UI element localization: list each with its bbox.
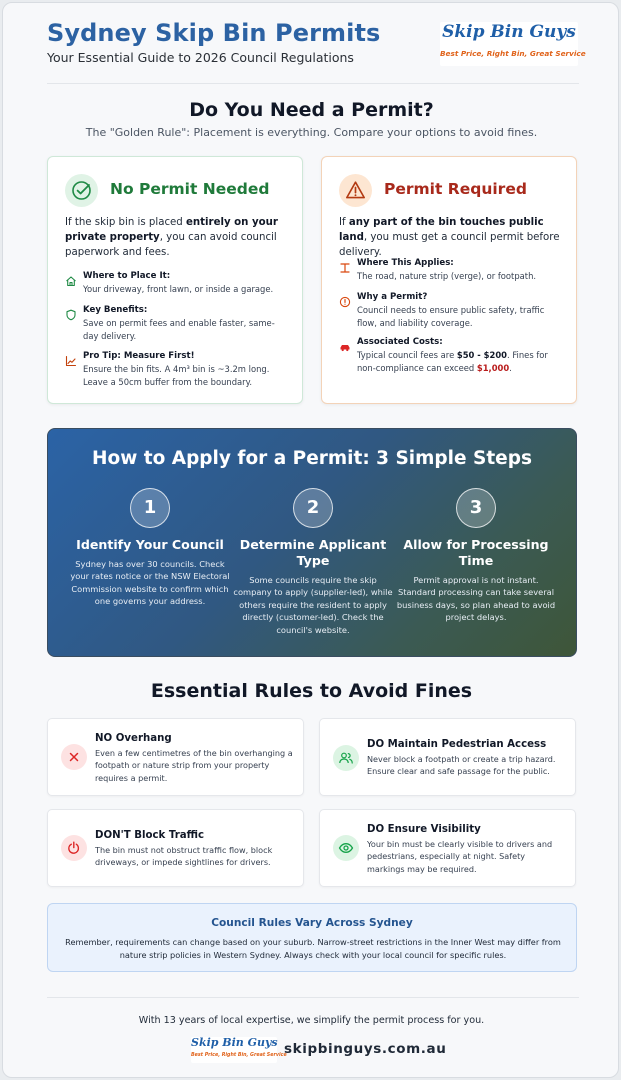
- rule-card: [47, 718, 304, 796]
- permit-required-card: [321, 156, 577, 404]
- rule-desc: Your bin must be clearly visible to drivers and pedestrians, especially at night. Safety markings may be required.: [367, 839, 553, 874]
- steps-panel: [47, 428, 577, 657]
- warning-triangle-icon: [339, 174, 372, 207]
- check-circle-icon: [65, 174, 98, 207]
- cost-text: . Fines for non-compliance can exceed: [357, 350, 548, 373]
- item-desc: Save on permit fees and enable faster, same-day delivery.: [83, 318, 275, 341]
- trend-chart-icon: [65, 352, 77, 364]
- council-rules-callout: [47, 903, 577, 972]
- logo-name: Skip Bin Guys: [442, 22, 576, 42]
- footer-logo[interactable]: [191, 1036, 287, 1063]
- road-icon: [339, 259, 351, 271]
- item-title: Pro Tip: Measure First!: [83, 351, 195, 361]
- intro-text: , you can avoid council paperwork and fees.: [65, 232, 277, 258]
- permit-section-title: Do You Need a Permit?: [189, 99, 434, 121]
- eye-icon: [333, 835, 359, 861]
- power-icon: [61, 835, 87, 861]
- step-title: Determine Applicant Type: [239, 537, 387, 568]
- home-icon: [65, 272, 77, 284]
- item-desc: The road, nature strip (verge), or footpath.: [357, 271, 537, 281]
- intro-bold: any part of the bin touches public land: [339, 217, 544, 243]
- rule-card: [319, 809, 576, 887]
- x-circle-icon: [61, 744, 87, 770]
- callout-title: Council Rules Vary Across Sydney: [211, 917, 413, 929]
- divider: [47, 997, 579, 998]
- permit-required-intro: [339, 215, 564, 260]
- cost-text: Typical council fees are: [357, 350, 457, 360]
- logo-tagline: Best Price, Right Bin, Great Service: [440, 49, 586, 58]
- step-number: 2: [293, 488, 333, 528]
- rule-title: DO Ensure Visibility: [367, 824, 481, 835]
- header: [3, 3, 618, 83]
- no-permit-intro: [65, 215, 290, 260]
- rule-card: [319, 718, 576, 796]
- rule-title: NO Overhang: [95, 733, 172, 744]
- intro-text: If: [339, 217, 349, 228]
- step-title: Allow for Processing Time: [403, 537, 549, 568]
- step-title: Identify Your Council: [76, 537, 224, 552]
- item-desc: Your driveway, front lawn, or inside a garage.: [83, 284, 274, 294]
- no-permit-card: [47, 156, 303, 404]
- permit-required-title: Permit Required: [384, 180, 527, 198]
- page-subtitle: Your Essential Guide to 2026 Council Regulations: [47, 50, 354, 65]
- fine-amount: $1,000: [476, 362, 510, 373]
- rule-title: DON'T Block Traffic: [95, 830, 205, 841]
- intro-text: If the skip bin is placed: [65, 217, 187, 228]
- website-link[interactable]: skipbinguys.com.au: [284, 1041, 447, 1057]
- item-desc: Ensure the bin fits. A 4m³ bin is ~3.2m long. Leave a 50cm buffer from the boundary.: [83, 364, 270, 387]
- item-title: Where This Applies:: [357, 258, 454, 268]
- step-desc: Sydney has over 30 councils. Check your rates notice or the NSW Electoral Commission website to confirm which one governs your address.: [70, 559, 230, 607]
- shield-icon: [65, 306, 77, 318]
- intro-text: , you must get a council permit before delivery.: [339, 232, 560, 258]
- step-desc: Permit approval is not instant. Standard processing can take several business days, so plan ahead to avoid project delays.: [396, 575, 556, 623]
- rule-title: DO Maintain Pedestrian Access: [367, 739, 547, 750]
- no-permit-title: No Permit Needed: [110, 180, 270, 198]
- rules-section-title: Essential Rules to Avoid Fines: [150, 680, 473, 702]
- item-desc: [357, 349, 557, 374]
- rule-desc: Never block a footpath or create a trip hazard. Ensure clear and safe passage for the public.: [367, 754, 556, 777]
- company-logo[interactable]: [440, 22, 586, 66]
- fee-range: $50 - $200: [456, 350, 507, 360]
- rule-card: [47, 809, 304, 887]
- item-title: Why a Permit?: [357, 292, 428, 302]
- logo-tagline: Best Price, Right Bin, Great Service: [191, 1053, 287, 1058]
- logo-name: Skip Bin Guys: [191, 1036, 278, 1049]
- rule-desc: Even a few centimetres of the bin overhanging a footpath or nature strip from your property requires a permit.: [95, 748, 293, 783]
- item-title: Associated Costs:: [357, 337, 443, 347]
- car-icon: [339, 338, 351, 350]
- item-title: Where to Place It:: [83, 271, 171, 281]
- info-circle-icon: [339, 293, 351, 305]
- page-title: Sydney Skip Bin Permits: [47, 19, 381, 47]
- step-desc: Some councils require the skip company to apply (supplier-led), while others require the resident to apply directly (customer-led). Check the council's website.: [233, 575, 393, 635]
- steps-title: How to Apply for a Permit: 3 Simple Steps: [92, 448, 532, 469]
- permit-section-subtitle: The "Golden Rule": Placement is everything. Compare your options to avoid fines.: [85, 126, 538, 139]
- cost-text: .: [509, 362, 512, 373]
- divider: [47, 83, 579, 84]
- infographic-page: [2, 2, 619, 1078]
- rule-desc: The bin must not obstruct traffic flow, block driveways, or impede sightlines for drivers.: [95, 845, 273, 868]
- callout-text: Remember, requirements can change based on your suburb. Narrow-street restrictions in the Inner West may differ from nature strip policies in Western Sydney. Always check with your local council for specific rules.: [65, 937, 561, 960]
- intro-bold: entirely on your private property: [65, 217, 278, 243]
- step-number: 3: [456, 488, 496, 528]
- footer-text: With 13 years of local expertise, we simplify the permit process for you.: [138, 1015, 485, 1026]
- users-icon: [333, 745, 359, 771]
- item-title: Key Benefits:: [83, 305, 148, 315]
- item-desc: Council needs to ensure public safety, traffic flow, and liability coverage.: [357, 305, 545, 328]
- step-number: 1: [130, 488, 170, 528]
